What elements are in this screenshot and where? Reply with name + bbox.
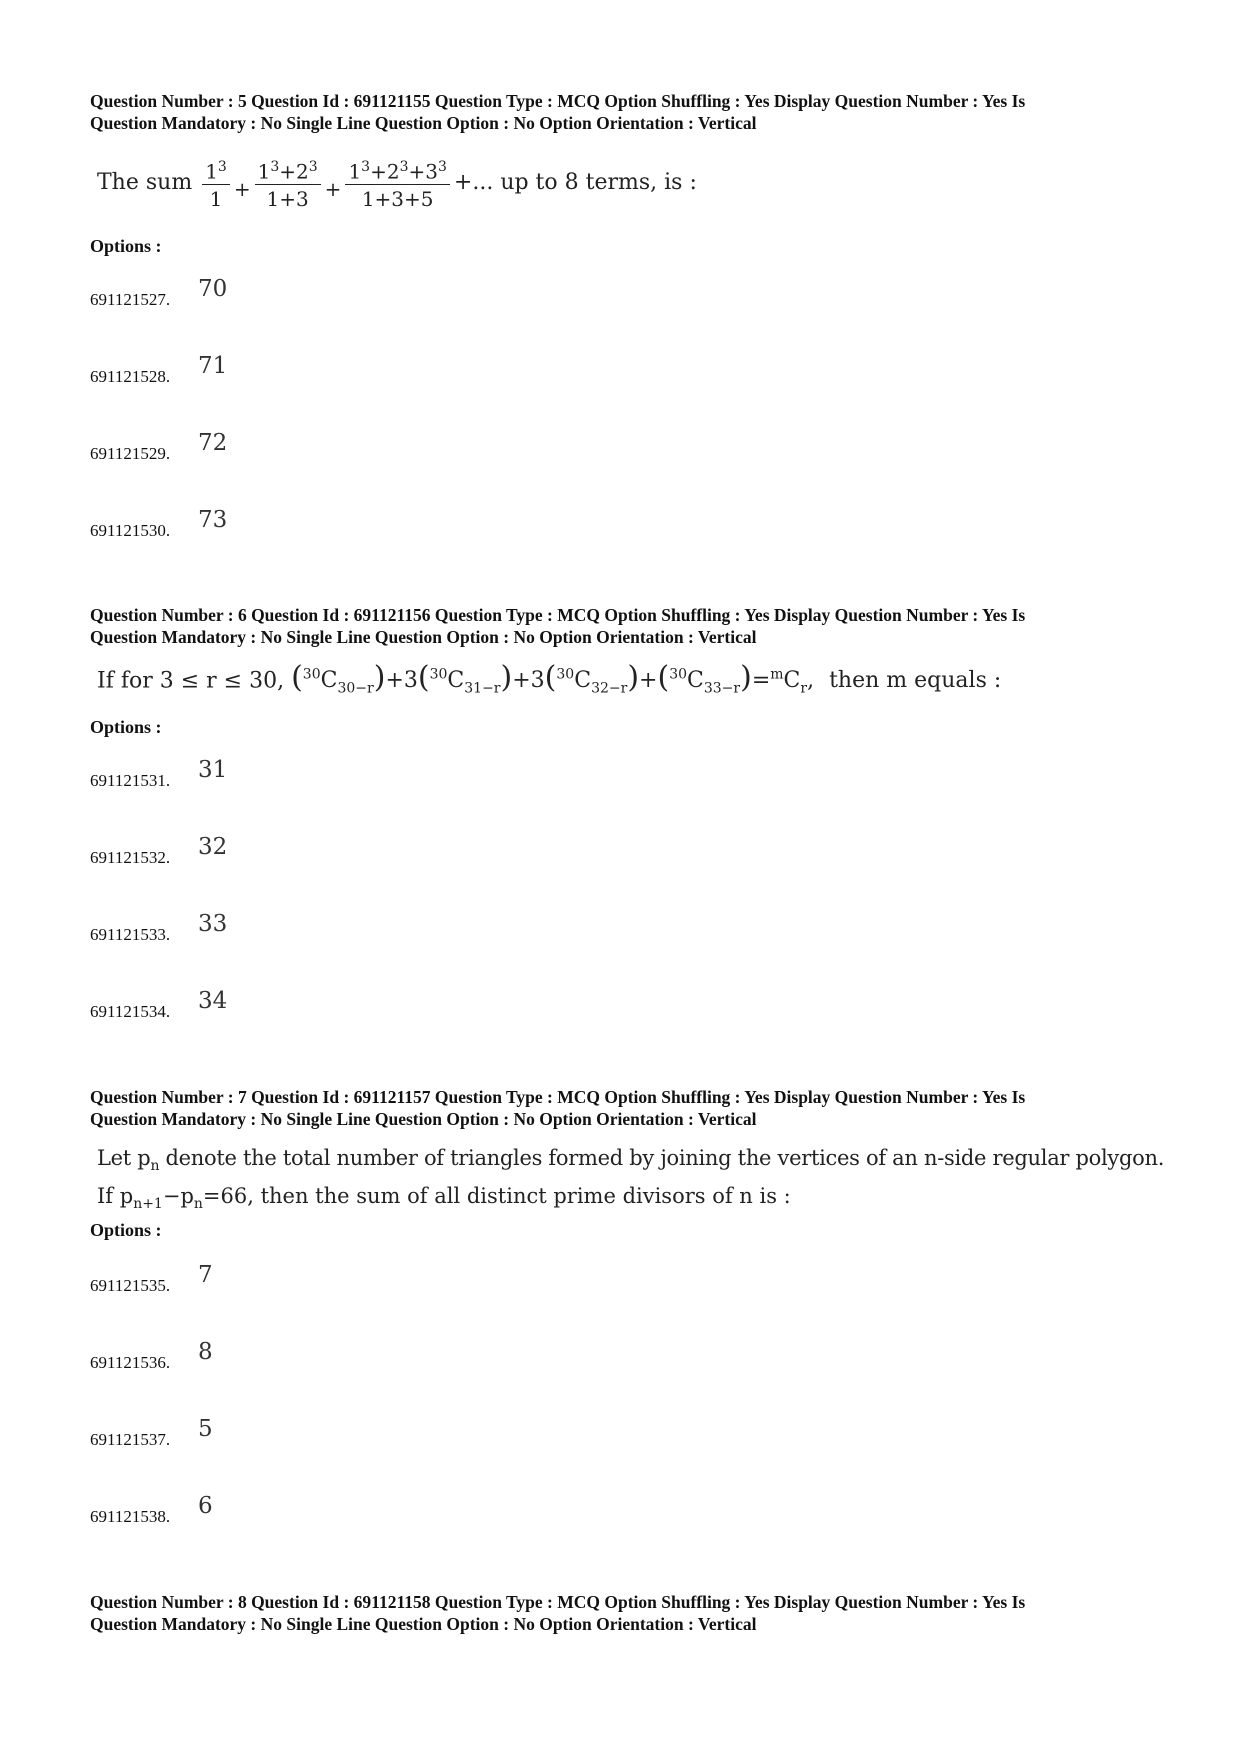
option-value: 70 [198,276,228,302]
question-6-expression: $(^{30}C_{30-r})+3(^{30}C_{31-r})+3(^{30}C_{32-r})+(^{30}C_{33-r})=^mC_r$, [291,660,815,697]
question-6-header-line1: Question Number : 6 Question Id : 691121156 Question Type : MCQ Option Shuffling : Yes Display Question Number : Yes Is [90,605,1026,625]
question-8-header [90,1591,1170,1635]
question-7-line1 [97,1143,1177,1181]
option-value: 32 [198,834,228,860]
question-8-header-line2: Question Mandatory : No Single Line Question Option : No Option Orientation : Vertical [90,1614,757,1634]
q7-line2-sub1: n+1 [133,1196,163,1213]
option-id: 691121538. [90,1507,171,1526]
option-id: 691121529. [90,444,171,463]
q7-line1-sub: n [150,1158,160,1175]
question-6-option-4[interactable] [90,988,490,1028]
question-5-options-label: Options : [90,236,162,256]
option-id: 691121534. [90,1002,171,1021]
question-5-option-3[interactable] [90,430,490,470]
question-6-option-1[interactable] [90,757,490,797]
option-value: 34 [198,988,228,1014]
question-5-header [90,90,1170,134]
question-7-header-line2: Question Mandatory : No Single Line Question Option : No Option Orientation : Vertical [90,1109,757,1129]
question-5-header-line1: Question Number : 5 Question Id : 691121155 Question Type : MCQ Option Shuffling : Yes Display Question Number : Yes Is [90,91,1026,111]
q7-line1-part-a: Let p [97,1146,151,1170]
question-7-option-1[interactable] [90,1262,490,1302]
option-value: 8 [198,1339,213,1365]
question-7-line2 [97,1181,1177,1219]
option-value: 73 [198,507,228,533]
question-7-header-line1: Question Number : 7 Question Id : 691121157 Question Type : MCQ Option Shuffling : Yes Display Question Number : Yes Is [90,1087,1026,1107]
question-6-text [97,660,1001,704]
question-7-option-3[interactable] [90,1416,490,1456]
q7-line2-mid: −p [162,1184,194,1209]
option-value: 31 [198,757,228,783]
option-value: 5 [198,1416,213,1442]
option-id: 691121528. [90,367,171,386]
question-5-option-4[interactable] [90,507,490,547]
question-6-option-3[interactable] [90,911,490,951]
option-value: 71 [198,353,228,379]
question-5-option-2[interactable] [90,353,490,393]
question-6-header [90,604,1170,648]
option-value: 72 [198,430,228,456]
option-id: 691121537. [90,1430,171,1449]
q7-line1-part-b: denote the total number of triangles formed by joining the vertices of an n-side regular polygon. [159,1146,1165,1170]
question-5-header-line2: Question Mandatory : No Single Line Question Option : No Option Orientation : Vertical [90,113,757,133]
option-id: 691121530. [90,521,171,540]
question-5-suffix: +... up to 8 terms, is : [453,169,697,195]
question-7-option-2[interactable] [90,1339,490,1379]
option-id: 691121527. [90,290,171,309]
option-id: 691121536. [90,1353,171,1372]
question-6-prefix: If for 3 ≤ r ≤ 30, [97,668,285,694]
fraction-term-1: $\frac{1^3}{1}$ [202,155,230,211]
option-value: 33 [198,911,228,937]
q7-line2-part-b: =66, then the sum of all distinct prime divisors of n is : [202,1184,791,1209]
option-value: 6 [198,1493,213,1519]
option-id: 691121531. [90,771,171,790]
question-5-text: The sum $\frac{1^3}{1}$ + $\frac{1^3+2^3}{1+3}$ + $\frac{1^3+2^3+3^3}{1+3+5}$ +... up to 8 terms, is : [97,155,697,211]
question-6-suffix: then m equals : [829,668,1002,694]
question-5-prefix: The sum [97,169,193,195]
option-id: 691121532. [90,848,171,867]
question-6-header-line2: Question Mandatory : No Single Line Question Option : No Option Orientation : Vertical [90,627,757,647]
option-value: 7 [198,1262,213,1288]
question-7-text [97,1143,1177,1219]
fraction-term-3: $\frac{1^3+2^3+3^3}{1+3+5}$ [345,155,449,211]
fraction-term-2: $\frac{1^3+2^3}{1+3}$ [255,155,321,211]
question-6-options-label: Options : [90,717,162,737]
question-6-option-2[interactable] [90,834,490,874]
question-7-header [90,1086,1170,1130]
question-8-header-line1: Question Number : 8 Question Id : 691121158 Question Type : MCQ Option Shuffling : Yes Display Question Number : Yes Is [90,1592,1026,1612]
question-5-option-1[interactable] [90,276,490,316]
question-7-options-label: Options : [90,1220,162,1240]
question-7-option-4[interactable] [90,1493,490,1533]
q7-line2-sub2: n [193,1196,203,1213]
option-id: 691121535. [90,1276,171,1295]
q7-line2-part-a: If p [97,1184,134,1209]
option-id: 691121533. [90,925,171,944]
